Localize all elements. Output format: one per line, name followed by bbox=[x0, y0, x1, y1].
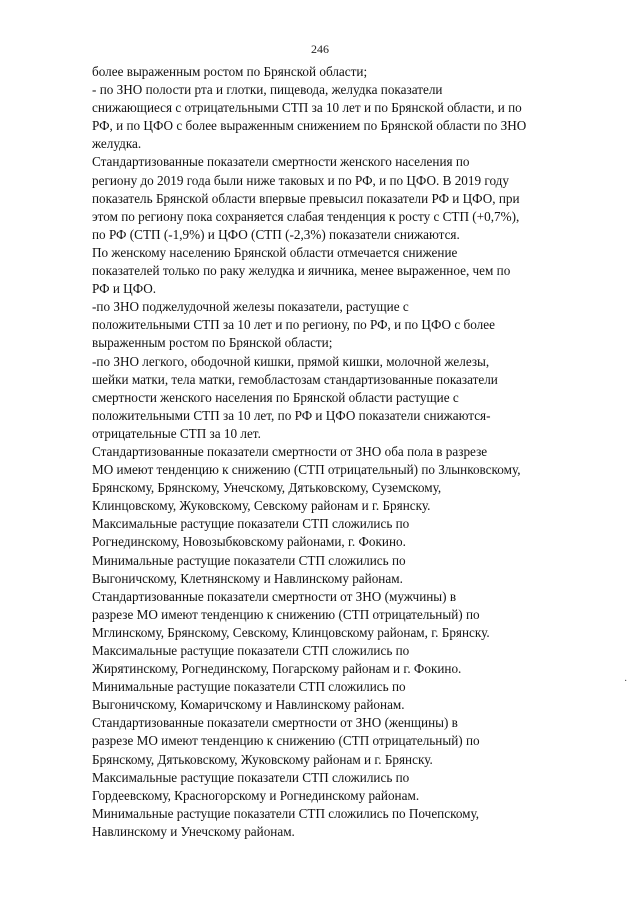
paragraph-female-decline-stomach-ovary: По женскому населению Брянской области отмечается снижение показателей только по раку желудка и яичника, менее выраженное, чем по РФ и ЦФО. bbox=[92, 244, 511, 297]
paragraph-both-sexes-decline-districts: Стандартизованные показатели смертности от ЗНО оба пола в разрезе МО имеют тенденцию к снижению (СТП отрицательный) по Злынковскому, Брянскому, Брянскому, Унечскому, Дятьковскому, Суземскому, Клинцовскому, Жуковскому, Севскому районам и г. Брянску. bbox=[92, 443, 521, 514]
paragraph-pancreas-growth: -по ЗНО поджелудочной железы показатели, растущие с положительными СТП за 10 лет и по региону, по РФ, и по ЦФО с более выраженным ростом по Брянской области; bbox=[92, 299, 495, 351]
paragraph-both-sexes-max-growth: Максимальные растущие показатели СТП сложились по Рогнединскому, Новозыбковскому районами, г. Фокино. bbox=[92, 516, 410, 550]
paragraph-men-min-growth: Минимальные растущие показатели СТП сложились по Выгоничскому, Комаричскому и Навлинскому районам. bbox=[92, 679, 406, 713]
paragraph-women-decline-districts: Стандартизованные показатели смертности от ЗНО (женщины) в разрезе МО имеют тенденцию к снижению (СТП отрицательный) по Брянскому, Дятьковскому, Жуковскому районам и г. Брянску. bbox=[92, 715, 480, 767]
paragraph-men-max-growth: Максимальные растущие показатели СТП сложились по Жирятинскому, Рогнединскому, Погарскому районам и г. Фокино. bbox=[92, 643, 462, 677]
paragraph-bryansk-growth-end: более выраженным ростом по Брянской области; bbox=[92, 64, 368, 79]
paragraph-lung-colon-breast-growth: -по ЗНО легкого, ободочной кишки, прямой кишки, молочной железы, шейки матки, тела матки, гемобластозам стандартизованные показатели смертности женского населения по Брянской области растущие с положительными СТП за 10 лет, по РФ и ЦФО показатели снижаются- отрицательные СТП за 10 лет. bbox=[92, 353, 498, 441]
paragraph-women-min-growth: Минимальные растущие показатели СТП сложились по Почепскому, Навлинскому и Унечскому районам. bbox=[92, 805, 480, 839]
paragraph-women-max-growth: Максимальные растущие показатели СТП сложились по Гордеевскому, Красногорскому и Рогнединскому районам. bbox=[92, 769, 420, 803]
body-text bbox=[92, 63, 592, 841]
paragraph-men-decline-districts: Стандартизованные показатели смертности от ЗНО (мужчины) в разрезе МО имеют тенденцию к снижению (СТП отрицательный) по Мглинскому, Брянскому, Севскому, Клинцовскому районам, г. Брянску. bbox=[92, 588, 490, 640]
paragraph-female-mortality-rates: Стандартизованные показатели смертности женского населения по региону до 2019 года были ниже таковых и по РФ, и по ЦФО. В 2019 году показатель Брянской области впервые превысил показатели РФ и ЦФО, при этом по региону пока сохраняется слабая тенденция к росту с СТП (+0,7%), по РФ (СТП (-1,9%) и ЦФО (СТП (-2,3%) показатели снижаются. bbox=[92, 154, 520, 242]
margin-mark: · bbox=[624, 676, 628, 687]
paragraph-oral-cavity-esophagus-stomach: - по ЗНО полости рта и глотки, пищевода, желудка показатели снижающиеся с отрицательными СТП за 10 лет и по Брянской области, и по РФ, и по ЦФО с более выраженным снижением по Брянской области по ЗНО желудка. bbox=[92, 82, 527, 152]
page-number: 246 bbox=[311, 42, 329, 56]
paragraph-both-sexes-min-growth: Минимальные растущие показатели СТП сложились по Выгоничскому, Клетнянскому и Навлинскому районам. bbox=[92, 552, 406, 586]
